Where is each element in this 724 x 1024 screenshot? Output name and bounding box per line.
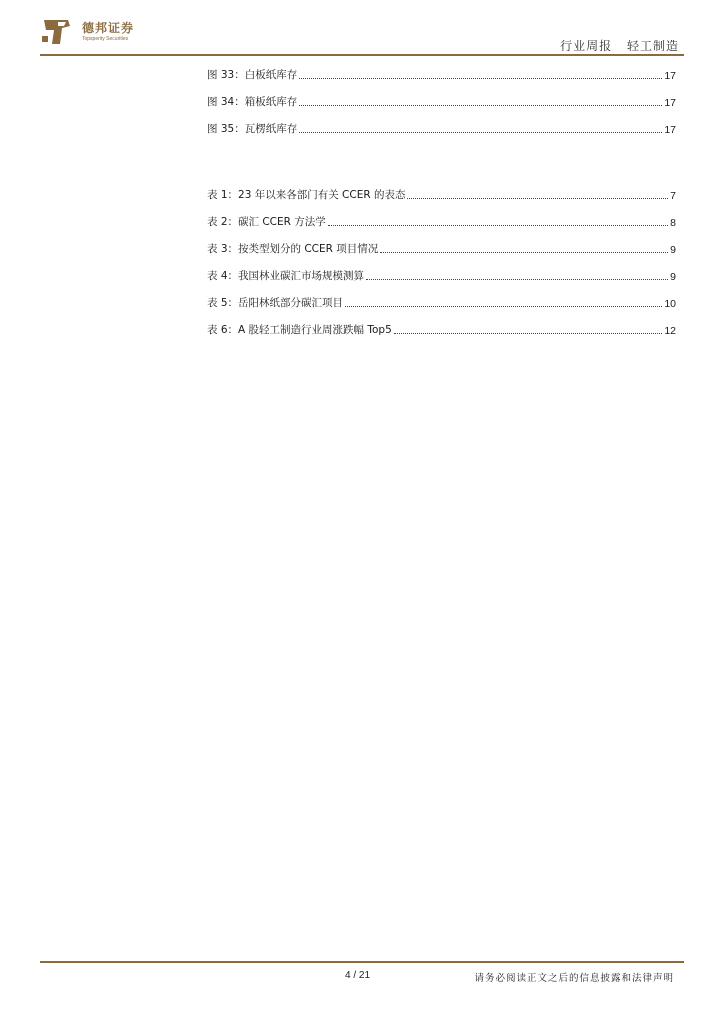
page-number: 4 / 21 (345, 970, 371, 981)
toc-leader-dots (345, 305, 662, 307)
toc-entry-label: 表 2：碳汇 CCER 方法学 (207, 216, 326, 228)
toc-entry-label: 表 3：按类型划分的 CCER 项目情况 (207, 243, 379, 255)
toc-leader-dots (299, 77, 662, 79)
toc-entry-label: 表 6：A 股轻工制造行业周涨跌幅 Top5 (207, 324, 392, 336)
toc-leader-dots (394, 332, 663, 334)
toc-entry-label: 表 4：我国林业碳汇市场规模测算 (207, 270, 365, 282)
toc-entry-table-1[interactable] (207, 188, 676, 202)
toc-entry-table-5[interactable] (207, 296, 676, 310)
toc-entry-label: 图 35：瓦楞纸库存 (207, 123, 298, 135)
toc-entry-label: 表 5：岳阳林纸部分碳汇项目 (207, 297, 344, 309)
toc-entry-label: 图 33：白板纸库存 (207, 69, 298, 81)
company-logo (40, 16, 160, 50)
toc-leader-dots (380, 251, 668, 253)
toc-entry-page: 12 (664, 325, 676, 337)
toc-entry-label: 表 1：23 年以来各部门有关 CCER 的表态 (207, 189, 406, 201)
toc-entry-figure-34[interactable] (207, 95, 676, 109)
toc-entry-table-6[interactable] (207, 323, 676, 337)
footer-divider (40, 961, 684, 963)
toc-entry-page: 17 (664, 124, 676, 136)
toc-entry-table-3[interactable] (207, 242, 676, 256)
toc-entry-page: 9 (670, 244, 676, 256)
header-divider (40, 54, 684, 56)
logo-emblem-icon (40, 16, 74, 48)
toc-entry-page: 17 (664, 70, 676, 82)
toc-entry-label: 图 34：箱板纸库存 (207, 96, 298, 108)
toc-leader-dots (407, 197, 668, 199)
toc-entry-page: 10 (664, 298, 676, 310)
legal-disclaimer: 请务必阅读正文之后的信息披露和法律声明 (474, 973, 674, 984)
toc-leader-dots (328, 224, 668, 226)
toc-entry-page: 17 (664, 97, 676, 109)
toc-entry-page: 8 (670, 217, 676, 229)
toc-entry-page: 7 (670, 190, 676, 202)
header-title (550, 37, 679, 54)
toc-entry-figure-33[interactable] (207, 68, 676, 82)
toc-entry-page: 9 (670, 271, 676, 283)
industry-name: 轻工制造 (626, 39, 679, 53)
toc-leader-dots (366, 278, 668, 280)
logo-english-name: Topsperity Securities (82, 36, 129, 42)
toc-leader-dots (299, 104, 662, 106)
toc-entry-table-4[interactable] (207, 269, 676, 283)
toc-entry-table-2[interactable] (207, 215, 676, 229)
toc-leader-dots (299, 131, 662, 133)
logo-name: 德邦证券 (82, 21, 135, 35)
report-type: 行业周报 (560, 39, 613, 53)
toc-entry-figure-35[interactable] (207, 122, 676, 136)
